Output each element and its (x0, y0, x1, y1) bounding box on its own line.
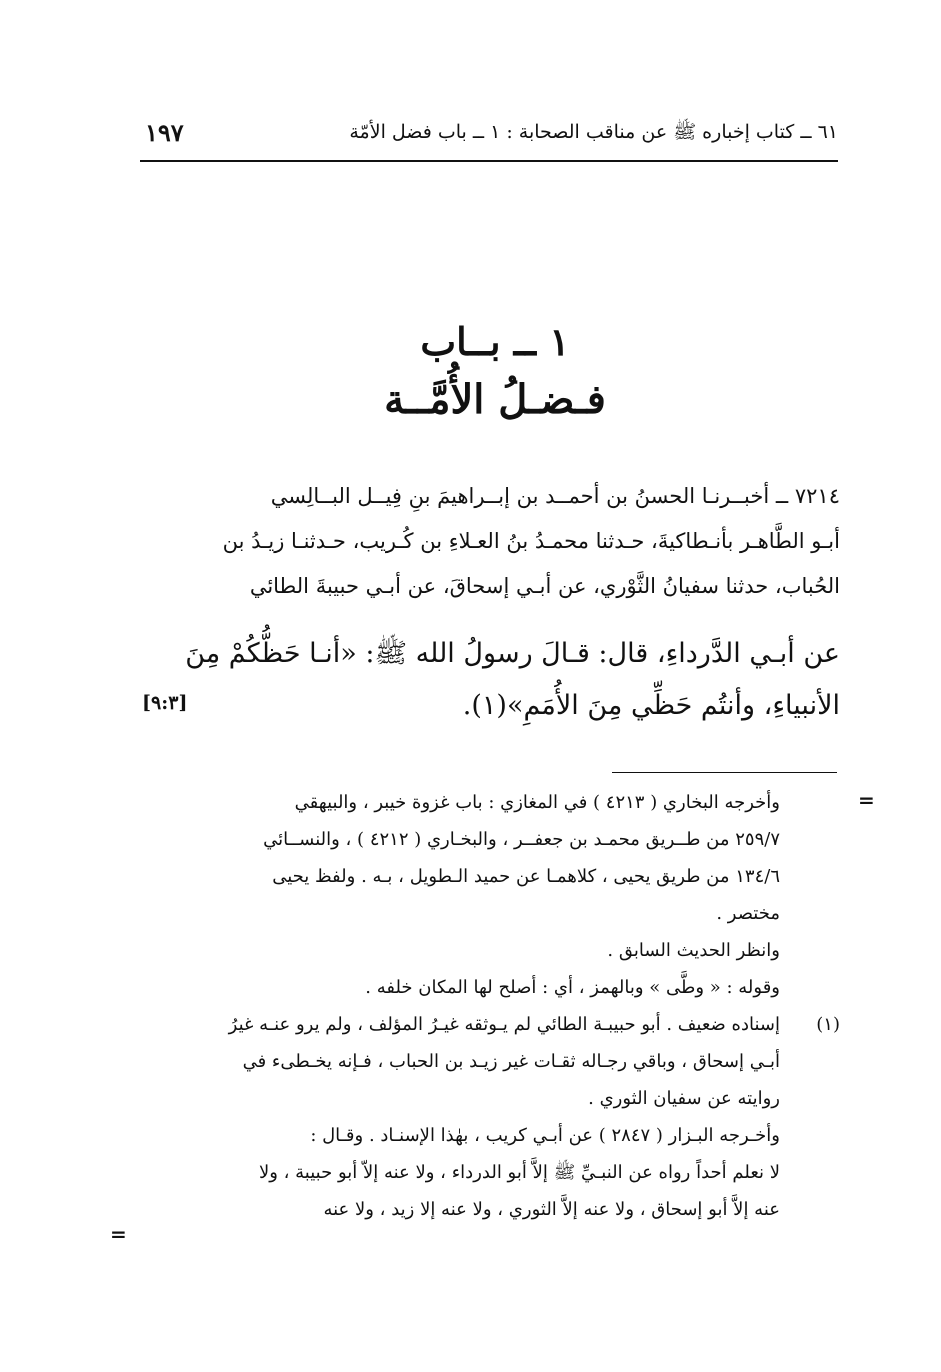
footnote-line: مختصر . (716, 903, 780, 924)
footnotes (140, 784, 840, 1228)
header-rule (140, 160, 838, 162)
running-head (145, 118, 838, 154)
chapter-title: فـضـلُ الأُمَّــة (384, 376, 606, 423)
footnote-1-bazzar-line: لا نعلم أحداً رواه عن النبـيِّ ﷺ إلاَّ أبو الدرداء ، ولا عنه إلاّ أبو حبيبة ، ولا (258, 1162, 780, 1183)
footnote-line: ٢٥٩/٧ من طــريق محمـد بن جعفــر ، والبخـاري ( ٤٢١٢ ) ، والنســائي (263, 829, 780, 850)
isnad-line: ٧٢١٤ ــ أخبــرنـا الحسنُ بن أحمــد بن إبــراهيمَ بنِ فِيــل البــالِسي (270, 484, 840, 508)
continuation-mark: = (858, 788, 875, 812)
footnote-line: ١٣٤/٦ من طريق يحيى ، كلاهمـا عن حميد الـطويل ، بـه . ولفظ يحيى (272, 866, 780, 887)
footnote-1-line: أبـي إسحاق ، وباقي رجـاله ثقـات غير زيـد بن الحباب ، فـإنه يخـطىء في (242, 1051, 780, 1072)
hadith-reference: [٩:٣] (142, 692, 188, 714)
chapter-number: ١ ــ بــاب (420, 319, 570, 364)
matn-line: الأنبياءِ، وأنتُم حَظِّي مِنَ الأُمَمِ»(١). (462, 690, 840, 721)
hadith-isnad (140, 474, 840, 609)
isnad-line: أبـو الطَّاهـر بأنـطاكيةَ، حـدثنا محمـدُ بنُ العـلاءِ بن كُـريب، حـدثنـا زيـدُ بن (222, 529, 840, 553)
footnote-wording-note: وقوله : « وطَّى » وبالهمز ، أي : أصلح لها المكان خلفه . (365, 977, 780, 998)
bottom-continuation-mark: = (110, 1222, 127, 1246)
footnote-1-bazzar-line: عنه إلاَّ أبو إسحاق ، ولا عنه إلاَّ الثوري ، ولا عنه إلا زيد ، ولا عنه (323, 1199, 780, 1220)
footnote-line: وأخرجه البخاري ( ٤٢١٣ ) في المغازي : باب غزوة خيبر ، والبيهقي (294, 792, 780, 813)
footnote-1-line: روايته عن سفيان الثوري . (588, 1088, 780, 1109)
footnote-marker: (١) (816, 1014, 840, 1035)
footnote-see-also: وانظر الحديث السابق . (607, 940, 780, 961)
footnote-1 (140, 1006, 840, 1043)
footnote-rule (612, 772, 837, 773)
footnote-1-bazzar-line: وأخـرجه البـزار ( ٢٨٤٧ ) عن أبـي كريب ، بهٰذا الإسنـاد . وقـال : (310, 1125, 780, 1146)
footnote-1-line: إسناده ضعيف . أبو حبيبـة الطائي لم يـوثقه غيـرُ المؤلف ، ولم يرو عنـه غيرُ (228, 1014, 780, 1035)
running-title: ٦١ ــ كتاب إخباره ﷺ عن مناقب الصحابة : ١ ــ باب فضل الأمّة (349, 121, 838, 143)
isnad-line: الحُباب، حدثنا سفيانُ الثَّوْري، عن أبـي إسحاقَ، عن أبـي حبيبةَ الطائي (249, 574, 840, 598)
matn-line: عن أبـي الدَّرداءِ، قال: قـالَ رسولُ الله ﷺ: «أنـا حَظُّكُمْ مِنَ (185, 638, 840, 669)
chapter-heading (200, 315, 790, 431)
hadith-matn (140, 628, 840, 732)
page-number: ١٩٧ (145, 118, 184, 147)
